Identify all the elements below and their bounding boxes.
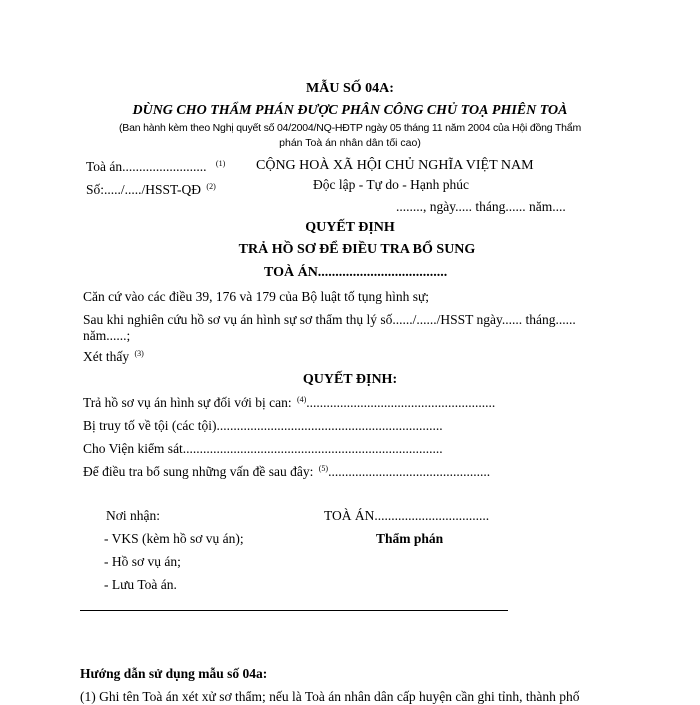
- consideration-label: Xét thấy: [83, 349, 130, 364]
- form-title: MẪU SỐ 04A:: [306, 81, 394, 96]
- supplement-line: [83, 464, 490, 480]
- charged-line: Bị truy tố về tội (các tội)...................................................................: [83, 418, 443, 433]
- return-line: [83, 395, 495, 411]
- return-label: Trả hồ sơ vụ án hình sự đối với bị can:: [83, 395, 292, 410]
- case-review-line1: Sau khi nghiên cứu hồ sơ vụ án hình sự sơ thẩm thụ lý số....../....../HSST ngày...... tháng......: [83, 312, 576, 327]
- court-footnote-ref: (1): [215, 158, 226, 168]
- decision-heading: QUYẾT ĐỊNH:: [302, 372, 398, 387]
- separator-line: [80, 610, 508, 611]
- document-number: Số:...../...../HSST-QĐ: [86, 182, 202, 197]
- usage-subtitle: DÙNG CHO THẨM PHÁN ĐƯỢC PHÂN CÔNG CHỦ TOẠ PHIÊN TOÀ: [132, 103, 568, 118]
- procuracy-line: Cho Viện kiểm sát.............................................................................: [83, 441, 443, 456]
- supplement-footnote-ref: (5): [318, 463, 329, 473]
- document-number-line: [86, 182, 216, 198]
- recipients-label: Nơi nhận:: [106, 508, 161, 523]
- decision-title: QUYẾT ĐỊNH: [305, 220, 395, 235]
- date-line: ........, ngày..... tháng...... năm....: [396, 199, 566, 214]
- guide-heading: Hướng dẫn sử dụng mẫu số 04a:: [80, 666, 268, 681]
- decision-subject: TRẢ HỒ SƠ ĐỂ ĐIỀU TRA BỔ SUNG: [238, 242, 476, 257]
- document-number-footnote-ref: (2): [206, 181, 216, 191]
- return-dots: ........................................................: [306, 395, 496, 410]
- issued-note-line1: (Ban hành kèm theo Nghị quyết số 04/2004/NQ-HĐTP ngày 05 tháng 11 năm 2004 của Hội đồng Thẩm: [119, 122, 581, 134]
- national-motto: Độc lập - Tự do - Hạnh phúc: [313, 177, 469, 192]
- signature-court: TOÀ ÁN..................................: [324, 508, 490, 523]
- court-line: [86, 159, 225, 175]
- case-review-line2: năm......;: [83, 328, 131, 343]
- issuing-court: TOÀ ÁN.....................................: [264, 265, 448, 280]
- signature-role: Thẩm phán: [376, 531, 444, 546]
- guide-line-1: (1) Ghi tên Toà án xét xử sơ thẩm; nếu là Toà án nhân dân cấp huyện cần ghi tỉnh, thành phố: [80, 689, 580, 704]
- supplement-label: Để điều tra bổ sung những vấn đề sau đây:: [83, 464, 314, 479]
- recipient-item: - Hồ sơ vụ án;: [104, 554, 181, 569]
- return-footnote-ref: (4): [296, 394, 307, 404]
- court-label: Toà án.........................: [86, 159, 207, 174]
- recipient-item: - Lưu Toà án.: [104, 577, 177, 592]
- legal-basis: Căn cứ vào các điều 39, 176 và 179 của Bộ luật tố tụng hình sự;: [83, 289, 430, 304]
- consideration-line: [83, 349, 144, 365]
- consideration-footnote-ref: (3): [134, 348, 144, 358]
- recipient-item: - VKS (kèm hồ sơ vụ án);: [104, 531, 244, 546]
- issued-note-line2: phán Toà án nhân dân tối cao): [279, 137, 421, 149]
- supplement-dots: ................................................: [328, 464, 491, 479]
- nation-name: CỘNG HOÀ XÃ HỘI CHỦ NGHĨA VIỆT NAM: [256, 158, 534, 173]
